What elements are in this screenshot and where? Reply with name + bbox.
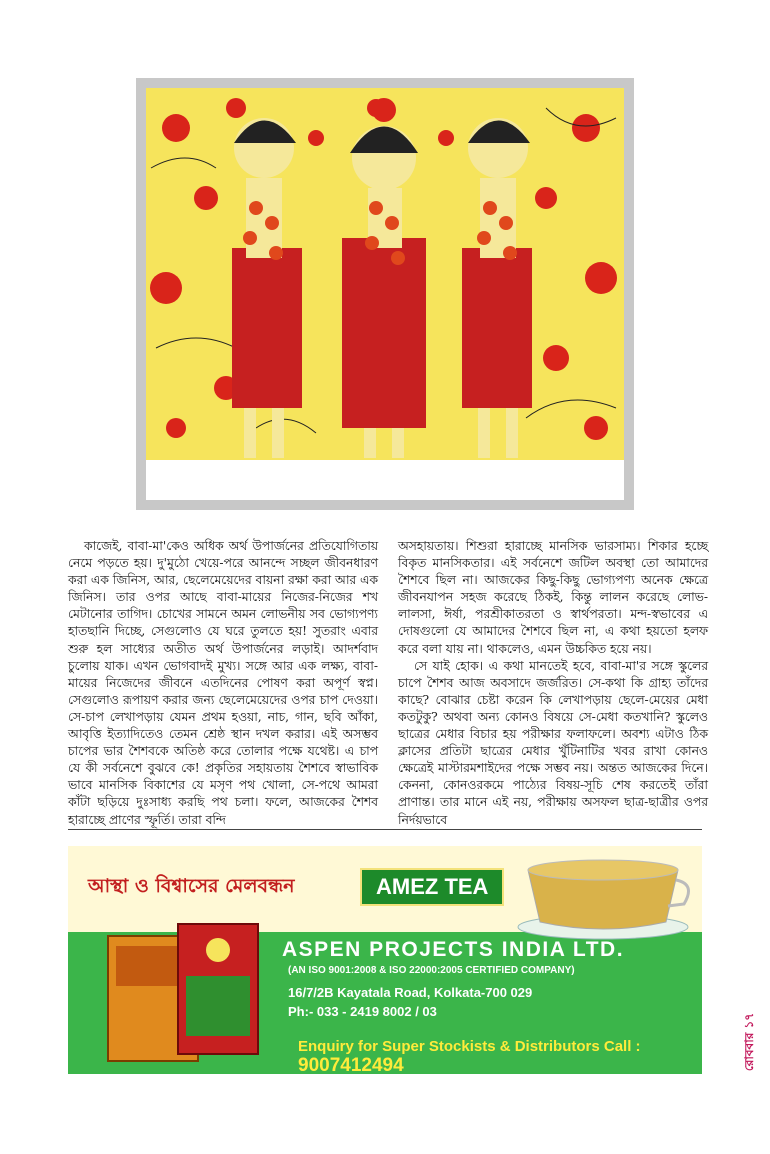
three-children-garlands-illustration xyxy=(146,88,624,500)
article-paragraph: অসহায়তায়। শিশুরা হারাচ্ছে মানসিক ভারসাম্য। শিকার হচ্ছে বিকৃত মানসিকতার। এই সর্বনেশে জটিল অবস্থা তো আমাদের শৈশবে ছিল না। আজকের কিছু-কিছু ভোগ্যপণ্য অনেক ক্ষেত্রে জীবনযাপন সহজ করেছে ঠিকই, কিন্তু লালন করেছে লোভ-লালসা, ঈর্ষা, পরশ্রীকাতরতা ও স্বার্থপরতা। মন্দ-স্বভাবের এ দোষগুলো যে আমাদের শৈশবে ছিল না, এ কথা হয়তো হলফ করে বলা যায় না। থাকলেও, এমন উচ্চকিত হয়ে নয়। xyxy=(398,539,709,656)
ad-enquiry-text: Enquiry for Super Stockists & Distributors Call : xyxy=(298,1038,641,1055)
tea-cup-icon xyxy=(508,852,698,942)
page-footer-text: রোববার ১৭ xyxy=(742,1012,756,1072)
ad-enquiry xyxy=(298,1038,702,1074)
ad-certification: (AN ISO 9001:2008 & ISO 22000:2005 CERTIFIED COMPANY) xyxy=(288,965,575,976)
illustration xyxy=(146,88,624,500)
section-divider xyxy=(68,829,702,830)
advertisement-banner xyxy=(68,846,702,1074)
ad-brand-logo: AMEZ TEA xyxy=(360,868,504,906)
article-paragraph: কাজেই, বাবা-মা'কেও অধিক অর্থ উপার্জনের প্রতিযোগিতায় নেমে পড়তে হয়। দু'মুঠো খেয়ে-পরে আনন্দে সচ্ছল জীবনধারণ করা এক জিনিস, আর, ছেলেমেয়েদের বায়না রক্ষা করা আর এক জিনিস। তার ওপর আছে বাবা-মায়ের নিজের-নিজের শখ মেটানোর তাগিদ। চোখের সামনে অমন লোভনীয় সব ভোগ্যপণ্য হাতছানি দিচ্ছে, সেগুলোও যে ঘরে তুলতে হয়! সুতরাং এবার শুরু হল সাধ্যের অতীত অর্থ উপার্জনের লড়াই। আদর্শবাদ চুলোয় যাক। এখন ভোগবাদই মুখ্য। সঙ্গে আর এক লক্ষ্য, বাবা-মায়ের নিজেদের জীবনে এতদিনের পোষণ করা অপূর্ণ স্বপ্ন। সেগুলোও রূপায়ণ করার জন্য ছেলেমেয়েদের ওপর চাপ দেওয়া। সে-চাপ লেখাপড়ায় যেমন প্রথম হওয়া, নাচ, গান, ছবি আঁকা, আবৃত্তি ইত্যাদিতেও তেমন শ্রেষ্ঠ স্থান দখল করার। এই অসম্ভব চাপের ভার শৈশবকে অতিষ্ঠ করে তোলার পক্ষে যথেষ্ট। এ চাপ যে কী সর্বনেশে বুঝবে কে! প্রকৃতির সহায়তায় শৈশবে স্বাভাবিক ভাবে মানসিক বিকাশের যে মসৃণ পথ খোলা, সে-পথে আমরা কাঁটা ছড়িয়ে দুঃসাধ্য করছি পথ চলা। ফলে, আজকের শৈশব হারাচ্ছে প্রাণের স্ফূর্তি। তারা বন্দি xyxy=(68,539,379,827)
tea-pack-icon xyxy=(98,916,268,1066)
ad-address: 16/7/2B Kayatala Road, Kolkata-700 029 xyxy=(288,985,533,1000)
ad-company-name: ASPEN PROJECTS INDIA LTD. xyxy=(282,938,625,961)
page-footer-label xyxy=(742,1000,760,1084)
ad-enquiry-phone: 9007412494 xyxy=(298,1055,404,1074)
article-paragraph: সে যাই হোক। এ কথা মানতেই হবে, বাবা-মা'র সঙ্গে স্কুলের চাপে শৈশব আজ অবসাদে জর্জরিত। সে-কথা কি গ্রাহ্য তাঁদের কাছে? বোঝার চেষ্টা করেন কি লেখাপড়ায় ছেলে-মেয়ের মেধা কতটুকু? অথবা অন্য কোনও বিষয়ে সে-মেধা কতখানি? স্কুলেও ছাত্রের মেধার বিচার হয় পরীক্ষার ফলাফলে। অবশ্য এটাও ঠিক ক্লাসের প্রতিটা ছাত্রের মেধার খুঁটিনাটির খবর রাখা কোনও ক্ষেত্রেই মাস্টারমশাইদের পক্ষে সম্ভব নয়। অন্তত আজকের দিনে। কেননা, কোনওরকমে পাঠ্যের বিষয়-সূচি শেষ করতেই তাঁরা প্রাণান্ত। তার মানে এই নয়, পরীক্ষায় অসফল ছাত্র-ছাত্রীর ওপর নির্দয়ভাবে xyxy=(398,658,708,827)
ad-phone: Ph:- 033 - 2419 8002 / 03 xyxy=(288,1004,437,1019)
illustration-frame xyxy=(136,78,634,510)
article-column-left xyxy=(68,538,378,829)
article-column-right xyxy=(398,538,708,829)
ad-slogan: আস্থা ও বিশ্বাসের মেলবন্ধন xyxy=(88,875,295,897)
